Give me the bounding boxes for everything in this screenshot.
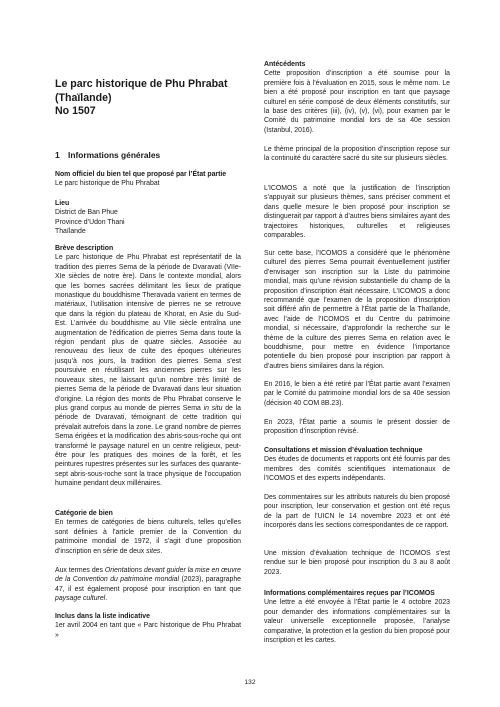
- description-part-2: de la période de Dvaravati, témoignant de cette tradition qui prévalait autrefois dans la zone. Le grand nombre de pierres Sema érigées et la modification des abris-sous-roche qui ont transformé le paysage naturel en un centre religieux, peut-être pour les pratiques des moines de la forêt, et les peintures rupestres présentes sur les surfaces des quarante-sept abris-sous-roche sont la trace physique de l’occupation humaine pendant deux millénaires.: [55, 404, 241, 488]
- background-block-6: [264, 418, 450, 437]
- section-number: 1: [55, 150, 60, 160]
- description-block: [55, 244, 241, 489]
- background-block-3: [264, 184, 450, 240]
- background-block-4: [264, 249, 450, 371]
- description-text: [55, 253, 241, 488]
- background-paragraph-6: En 2023, l’État partie a soumis le présent dossier de proposition d’inscription révisé.: [264, 419, 450, 436]
- category-p2-italic: Orientations devant guider la mise en œuvre de la Convention du patrimoine mondial: [55, 567, 241, 584]
- official-name: Le parc historique de Phu Phrabat: [55, 180, 160, 188]
- title-line-1: Le parc historique de Phu Phrabat: [55, 78, 228, 90]
- additional-info-block: [264, 589, 450, 645]
- background-paragraph-5: En 2016, le bien a été retiré par l’État partie avant l’examen par le Comité du patrimoine mondial lors de sa 40e session (décision 40 COM 8B.23).: [264, 381, 450, 407]
- page-number: 132: [244, 679, 256, 686]
- category-block: [55, 509, 241, 556]
- official-name-block: [55, 170, 241, 189]
- location-heading: Lieu: [55, 200, 70, 207]
- title-line-2: (Thaïlande): [55, 91, 112, 104]
- background-paragraph-1: Cette proposition d’inscription a été soumise pour la première fois à l’évaluation en 2015, sous le même nom. Le bien a été proposé pour inscription en tant que paysage culturel en série composé de deux éléments constitutifs, sur la base des critères (iii), (iv), (v), (vi), pour examen par le Comité du patrimoine mondial lors de sa 40e session (Istanbul, 2016).: [264, 70, 450, 134]
- category-p1-start: En termes de catégories de biens culturels, telles qu’elles sont définies à l’article premier de la Convention du patrimoine mondial de 1972, il s’agit d’une proposition d’inscription en série de deux: [55, 519, 241, 555]
- category-paragraph-1: [55, 518, 241, 556]
- category-paragraph-2: [55, 566, 241, 604]
- description-italic: in situ: [203, 404, 223, 412]
- category-p1-italic: sites: [146, 547, 161, 555]
- category-p2-end: .: [105, 595, 108, 603]
- background-paragraph-2: Le thème principal de la proposition d’inscription repose sur la continuité du caractère sacré du site sur plusieurs siècles.: [264, 146, 450, 163]
- background-block: [264, 60, 450, 135]
- tentative-heading: Inclus dans la liste indicative: [55, 613, 150, 620]
- location-line-2: Province d’Udon Thani: [55, 218, 125, 226]
- category-p2-mid: (2023), paragraphe 47, il est également proposé pour inscription en tant que: [55, 576, 241, 593]
- additional-info-heading: Informations complémentaires reçues par l’ICOMOS: [264, 590, 435, 597]
- location-block: [55, 199, 241, 237]
- consultations-paragraph-3: Une mission d’évaluation technique de l’ICOMOS s’est rendue sur le bien proposé pour inscription du 3 au 8 août 2023.: [264, 550, 450, 576]
- category-p1-end: .: [160, 547, 163, 555]
- consultations-block: [264, 446, 450, 484]
- location-line-3: Thaïlande: [55, 228, 86, 236]
- category-block-2: [55, 566, 241, 604]
- tentative-text: 1er avril 2004 en tant que « Parc historique de Phu Phrabat »: [55, 622, 241, 639]
- background-block-2: [264, 145, 450, 164]
- background-block-5: [264, 380, 450, 408]
- section-heading: [55, 150, 245, 160]
- official-name-heading: Nom officiel du bien tel que proposé par l’État partie: [55, 171, 227, 178]
- consultations-paragraph-2: Des commentaires sur les attributs naturels du bien proposé pour inscription, leur conservation et gestion ont été reçus de la part de l’UICN le 14 novembre 2023 et ont été incorporés dans les sections correspondantes de ce rapport.: [264, 494, 450, 530]
- category-heading: Catégorie de bien: [55, 510, 113, 517]
- background-paragraph-4: Sur cette base, l’ICOMOS a considéré que le phénomène culturel des pierres Sema pourrait éventuellement justifier d’envisager son inscription sur la Liste du patrimoine mondial, mais qu’une révision substantielle du champ de la proposition d’inscription était nécessaire. L’ICOMOS a donc recommandé que l’examen de la proposition d’inscription soit différé afin de permettre à l’État partie de la Thaïlande, avec l’aide de l’ICOMOS et du Centre du patrimoine mondial, si nécessaire, d’approfondir la recherche sur le thème de la culture des pierres Sema en relation avec le bouddhisme, pour mettre en évidence l’importance potentielle du bien proposé pour inscription par rapport à d’autres biens similaires dans la région.: [264, 250, 450, 370]
- background-paragraph-3: L’ICOMOS a noté que la justification de l’inscription s’appuyait sur plusieurs thèmes, sans préciser comment et dans quelle mesure le bien proposé pour inscription se distinguerait par rapport à d’autres biens similaires ayant des trajectoires historiques, culturelles et religieuses comparables.: [264, 185, 450, 240]
- category-p2-start: Aux termes des: [55, 567, 105, 574]
- description-part-1: Le parc historique de Phu Phrabat est représentatif de la tradition des pierres Sema de la période de Dvaravati (VIIe-XIe siècles de notre ère). Dans le contexte mondial, alors que les bornes sacrées délimitant les lieux de pratique monastique du bouddhisme Theravada varient en termes de matériaux, l’utilisation intensive de pierres ne se retrouve que dans la région du plateau de Khorat, en Asie du Sud-Est. L’arrivée du bouddhisme au VIIe siècle entraîna une augmentation de l’édification de pierres Sema dans toute la région pendant plus de quatre siècles. Associée au renouveau des lieux de culte des époques ultérieures jusqu’à nos jours, la tradition des pierres Sema s’est poursuivie en réutilisant les anciennes pierres sur les nouveaux sites, ne laissant qu’un nombre très limité de pierres Sema de la période de Dvaravati dans leur situation d’origine. La région des monts de Phu Phrabat conserve le plus grand corpus au monde de pierres Sema: [55, 254, 241, 412]
- consultations-block-2: [264, 493, 450, 531]
- document-title: [55, 78, 245, 119]
- title-line-3: No 1507: [55, 105, 96, 117]
- additional-info-paragraph: Une lettre a été envoyée à l’État partie le 4 octobre 2023 pour demander des informations complémentaires sur la valeur universelle exceptionnelle proposée, l’analyse comparative, la protection et la gestion du bien proposé pour inscription et les cartes.: [264, 599, 450, 645]
- tentative-block: [55, 612, 241, 640]
- consultations-block-3: [264, 549, 450, 577]
- consultations-heading: Consultations et mission d’évaluation technique: [264, 447, 423, 454]
- consultations-paragraph-1: Des études de documents et rapports ont été fournis par des membres des comités scientifiques internationaux de l’ICOMOS et des experts indépendants.: [264, 456, 450, 483]
- background-heading: Antécédents: [264, 61, 306, 68]
- location-line-1: District de Ban Phue: [55, 209, 118, 217]
- section-title: Informations générales: [68, 150, 161, 160]
- category-p2-italic-2: paysage culturel: [55, 595, 106, 603]
- description-heading: Brève description: [55, 245, 114, 252]
